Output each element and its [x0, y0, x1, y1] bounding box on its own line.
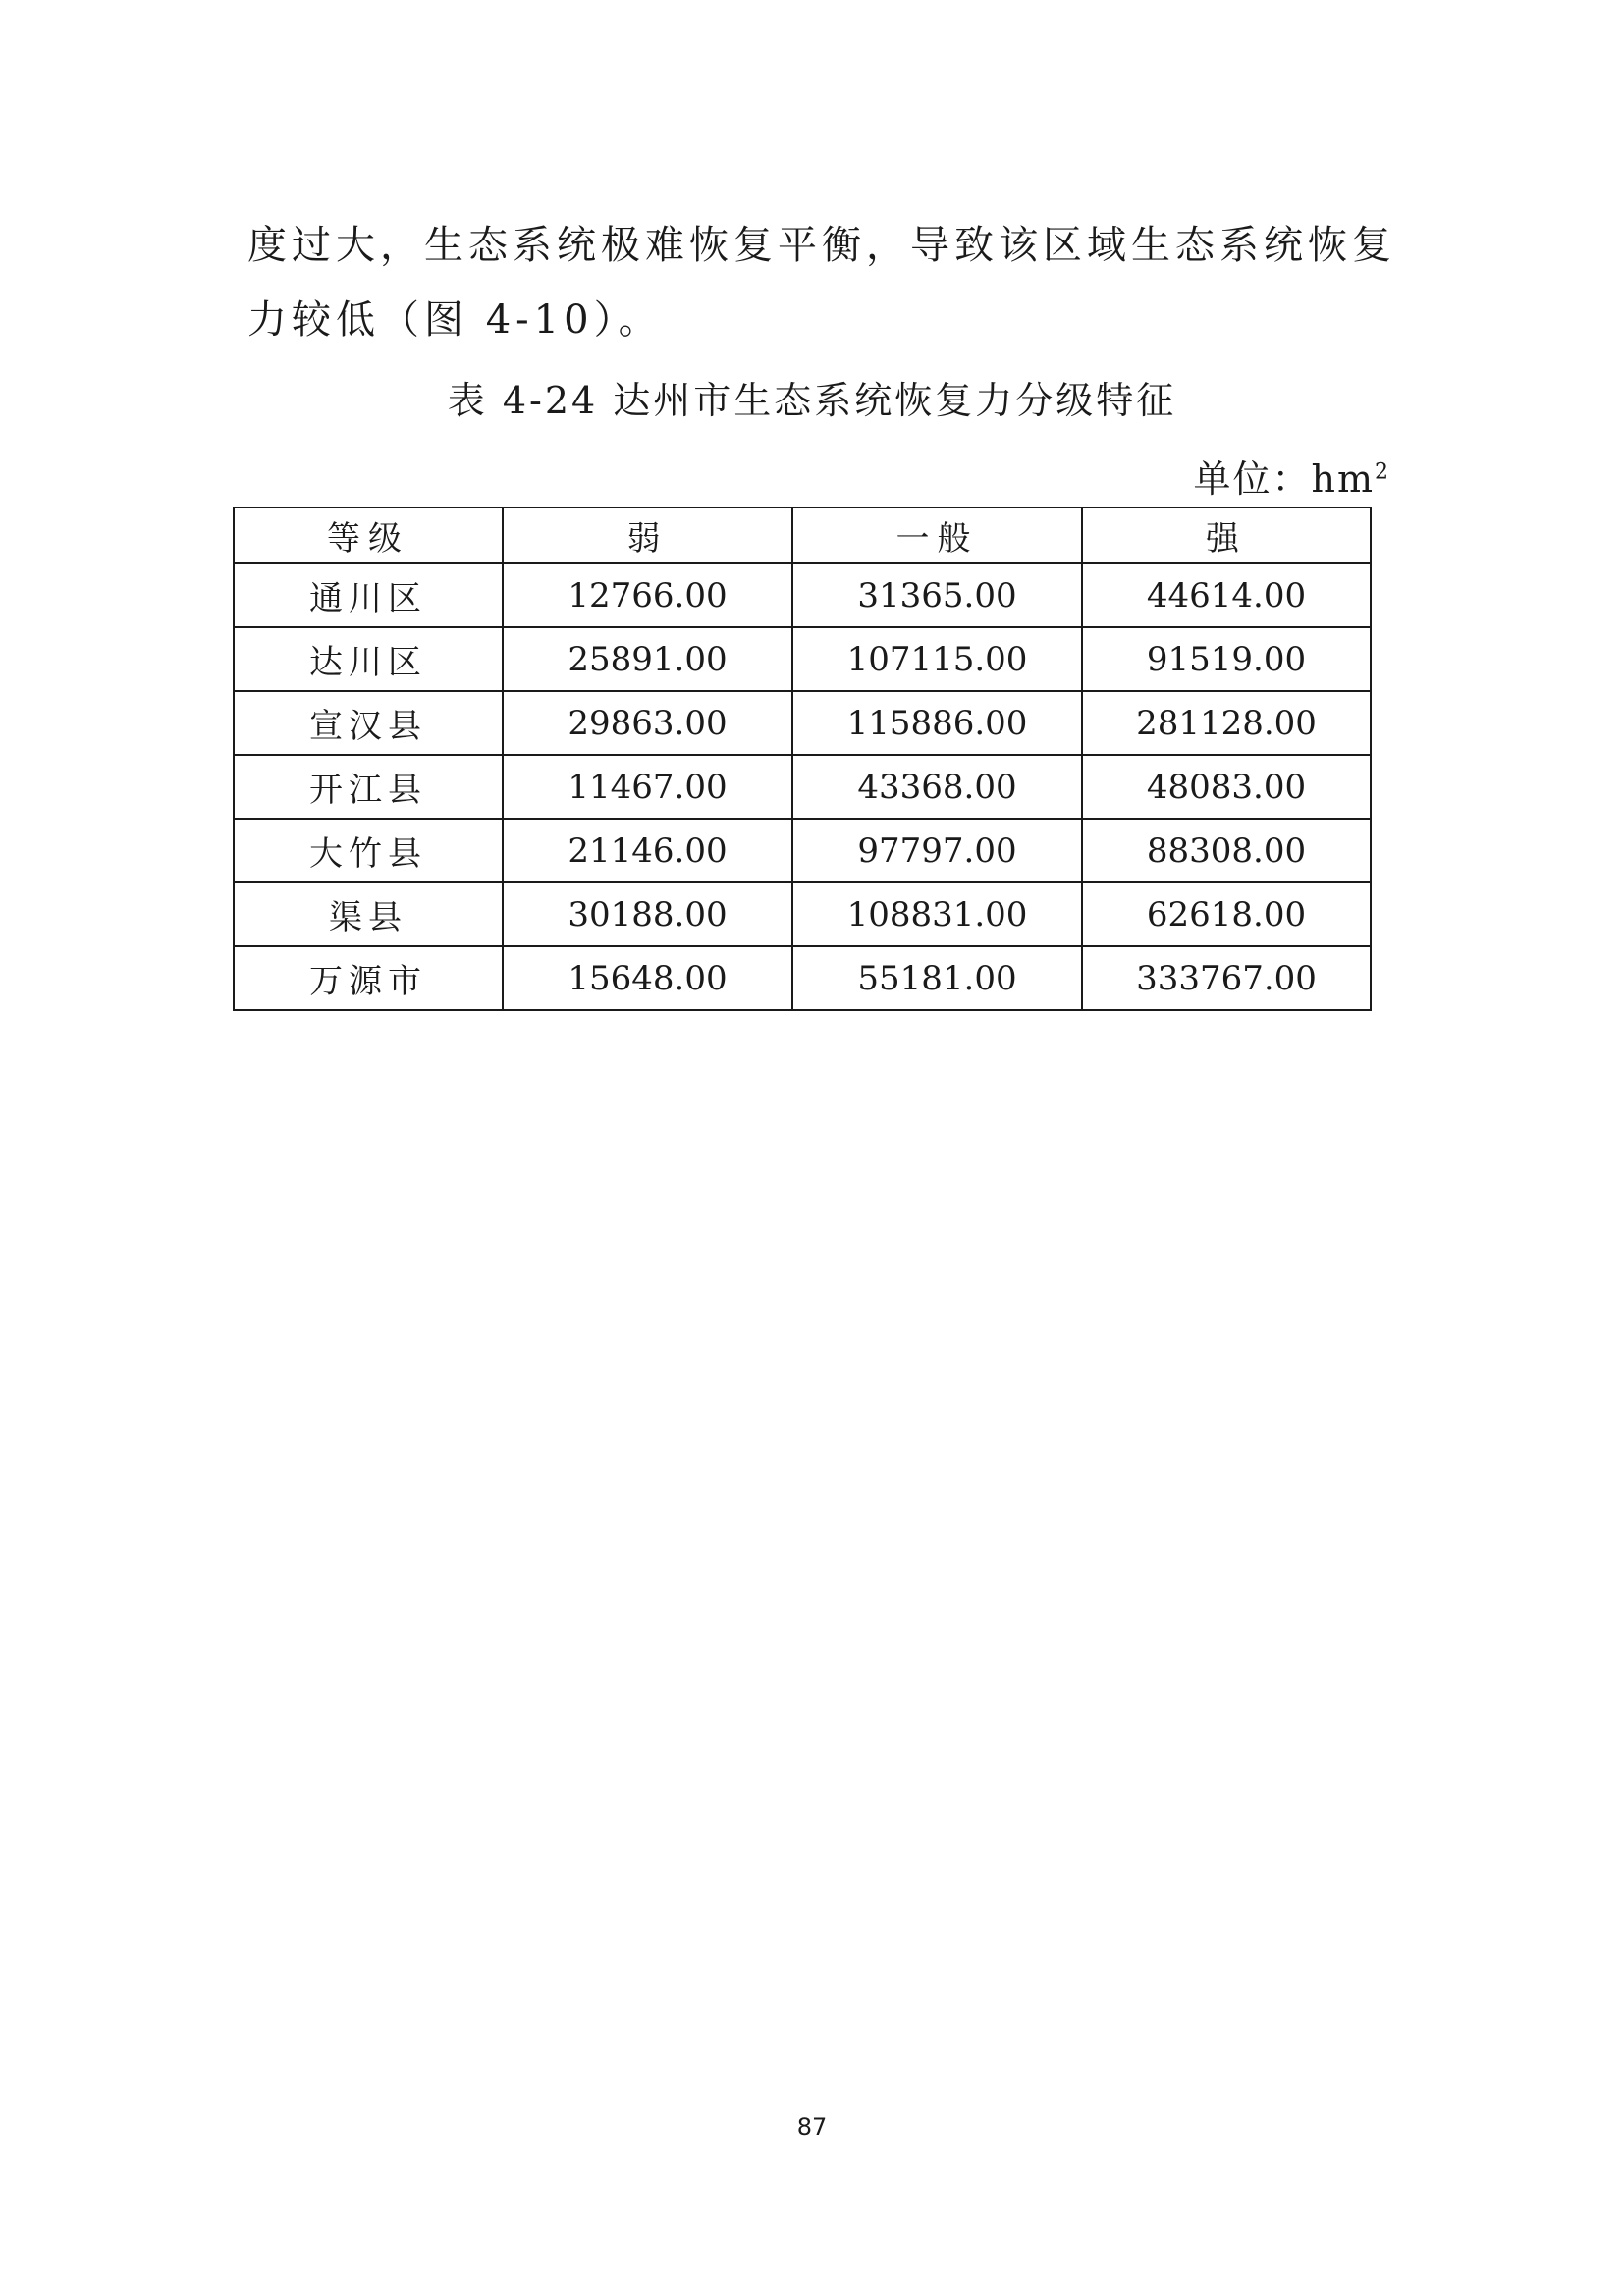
unit-superscript: 2 — [1375, 459, 1390, 485]
header-strong: 强 — [1082, 507, 1371, 563]
body-text-line-2: 力较低（图 4-10）。 — [247, 297, 663, 343]
cell-strong: 333767.00 — [1082, 946, 1371, 1010]
page-number: 87 — [796, 2113, 828, 2141]
cell-moderate: 107115.00 — [792, 627, 1082, 691]
cell-weak: 25891.00 — [503, 627, 792, 691]
unit-label — [1193, 454, 1390, 505]
cell-weak: 30188.00 — [503, 882, 792, 946]
cell-moderate: 31365.00 — [792, 563, 1082, 627]
table-row — [234, 755, 1371, 819]
table-caption: 表 4-24 达州市生态系统恢复力分级特征 — [447, 379, 1177, 422]
recovery-grade-table — [233, 507, 1372, 1011]
cell-strong: 91519.00 — [1082, 627, 1371, 691]
cell-weak: 15648.00 — [503, 946, 792, 1010]
cell-strong: 88308.00 — [1082, 819, 1371, 882]
table-row — [234, 691, 1371, 755]
cell-weak: 21146.00 — [503, 819, 792, 882]
cell-strong: 44614.00 — [1082, 563, 1371, 627]
cell-moderate: 115886.00 — [792, 691, 1082, 755]
cell-moderate: 97797.00 — [792, 819, 1082, 882]
table-row — [234, 819, 1371, 882]
table-header-row — [234, 507, 1371, 563]
cell-moderate: 55181.00 — [792, 946, 1082, 1010]
header-moderate: 一般 — [792, 507, 1082, 563]
row-name: 大竹县 — [234, 819, 503, 882]
row-name: 万源市 — [234, 946, 503, 1010]
cell-strong: 48083.00 — [1082, 755, 1371, 819]
row-name: 通川区 — [234, 563, 503, 627]
cell-moderate: 43368.00 — [792, 755, 1082, 819]
cell-weak: 29863.00 — [503, 691, 792, 755]
header-weak: 弱 — [503, 507, 792, 563]
cell-weak: 12766.00 — [503, 563, 792, 627]
cell-strong: 281128.00 — [1082, 691, 1371, 755]
table-row — [234, 946, 1371, 1010]
header-grade: 等级 — [234, 507, 503, 563]
unit-text: 单位：hm — [1193, 457, 1375, 501]
row-name: 渠县 — [234, 882, 503, 946]
cell-moderate: 108831.00 — [792, 882, 1082, 946]
body-text-line-1: 度过大，生态系统极难恢复平衡，导致该区域生态系统恢复 — [247, 223, 1396, 268]
table-row — [234, 627, 1371, 691]
row-name: 达川区 — [234, 627, 503, 691]
table-row — [234, 882, 1371, 946]
row-name: 开江县 — [234, 755, 503, 819]
cell-weak: 11467.00 — [503, 755, 792, 819]
row-name: 宣汉县 — [234, 691, 503, 755]
cell-strong: 62618.00 — [1082, 882, 1371, 946]
table-row — [234, 563, 1371, 627]
